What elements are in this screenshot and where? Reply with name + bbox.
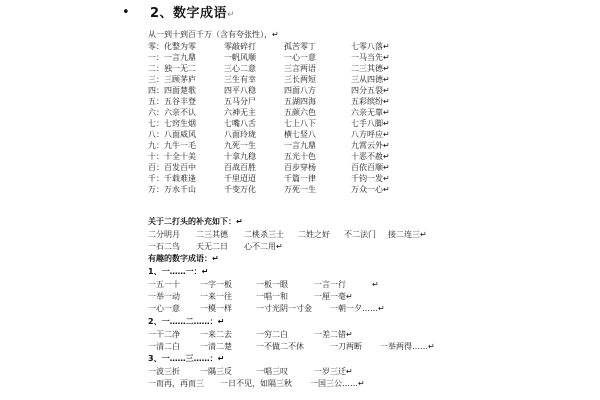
grid-cell: 三长两短 (284, 75, 316, 84)
idiom-item: 一朝一夕……↵ (330, 304, 385, 313)
idiom-item: 一波三折 (148, 367, 180, 376)
grid-cell: 四：四面楚歌 (148, 86, 196, 95)
grid-cell: 三生有幸 (224, 75, 256, 84)
grid-cell: 孤苦零丁 (284, 42, 316, 51)
pattern-2-line (148, 329, 448, 340)
section-heading (150, 2, 235, 21)
grid-cell: 一心一意 (284, 53, 316, 62)
idiom-item: 心不二用↵ (244, 242, 283, 251)
pattern-1-line (148, 291, 448, 302)
idiom-item: 一穷二白 (256, 330, 288, 339)
grid-cell: 五：五谷丰登 (148, 97, 196, 106)
grid-cell: 六亲无靠↵ (351, 108, 390, 117)
idiom-item: 一清二楚 (200, 342, 232, 351)
grid-cell: 十：十全十美 (148, 152, 196, 161)
grid-cell: 四平八稳 (224, 86, 256, 95)
idiom-item: 一来二去 (200, 330, 232, 339)
grid-cell: 三心二意 (224, 64, 256, 73)
grid-cell: 万死一生 (284, 185, 316, 194)
idiom-item: 二三其德 (196, 230, 228, 239)
idiom-item: 一五一十 (148, 280, 180, 289)
grid-cell: 二：独一无二 (148, 64, 196, 73)
idiom-item: 二分明月 (148, 230, 180, 239)
paragraph-mark: ↵ (227, 10, 236, 20)
idiom-item: 一言一行 (314, 280, 346, 289)
idiom-item: 一唱一和 (256, 292, 288, 301)
grid-cell: 一：一言九鼎 (148, 53, 196, 62)
grid-cell: 三从四德↵ (351, 75, 390, 84)
grid-cell: 千篇一律 (284, 174, 316, 183)
grid-cell: 三：三顾茅庐 (148, 75, 196, 84)
idiom-item: 一厘一毫↵ (314, 292, 353, 301)
idiom-item: 一差二错↵ (314, 330, 353, 339)
grid-cell: 四分五裂↵ (351, 86, 390, 95)
grid-cell: 五彩缤纷↵ (351, 97, 390, 106)
grid-cell: 千钧一发↵ (351, 174, 390, 183)
idiom-item: 二姓之好 (298, 230, 330, 239)
idiom-item: 不二法门 (344, 230, 376, 239)
grid-cell: 五光十色 (284, 152, 316, 161)
idiom-item: 一模一样 (200, 304, 232, 313)
grid-cell: 七：七窍生烟 (148, 119, 196, 128)
pattern-3-line (148, 378, 448, 389)
idiom-item: 一举两得……↵ (380, 342, 435, 351)
supplement-line-2 (148, 241, 448, 252)
grid-cell: 二三其德↵ (351, 64, 390, 73)
grid-cell: 七上八下 (284, 119, 316, 128)
grid-cell: 一言九鼎 (284, 141, 316, 150)
idiom-item: 一刀两断 (330, 342, 362, 351)
grid-cell: 千变万化 (224, 185, 256, 194)
grid-cell: 百：百发百中 (148, 163, 196, 172)
grid-cell: 七零八落↵ (351, 42, 390, 51)
grid-cell: 五颜六色 (284, 108, 316, 117)
idiom-item: 一国三公……↵ (310, 379, 365, 388)
grid-cell: 六神无主 (224, 108, 256, 117)
pattern-1-line (148, 303, 448, 314)
grid-cell: 百步穿杨 (284, 163, 316, 172)
pattern-1-title: 1、一……一：↵ (148, 267, 209, 276)
idiom-item: 一石二鸟 (148, 242, 180, 251)
idiom-item: ↵ (372, 280, 379, 289)
idiom-item: 一寸光阴一寸金 (256, 304, 312, 313)
intro-line: 从一到十到百千万（含有夸张性），↵ (148, 30, 279, 39)
idiom-item: 一隅三反 (200, 367, 232, 376)
idiom-item: 一举一动 (148, 292, 180, 301)
grid-cell: 五湖四海 (284, 97, 316, 106)
grid-cell: 横七竖八 (284, 130, 316, 139)
grid-cell: 千里迢迢 (224, 174, 256, 183)
grid-cell: 九死一生 (224, 141, 256, 150)
grid-cell: 十恶不赦↵ (351, 152, 390, 161)
idiom-item: 一日不见，如隔三秋 (220, 379, 292, 388)
pattern-1-line (148, 279, 448, 290)
grid-cell: 八面玲珑 (224, 130, 256, 139)
section-title: 2、数字成语 (150, 6, 228, 21)
idiom-item: 一心一意 (148, 304, 180, 313)
idiom-item: 接二连三↵ (388, 230, 427, 239)
idiom-item: 一岁三迁↵ (314, 367, 353, 376)
grid-cell: 七嘴八舌 (224, 119, 256, 128)
grid-cell: 千：千载难逢 (148, 174, 196, 183)
grid-cell: 三言两语 (284, 64, 316, 73)
grid-cell: 零：化整为零 (148, 42, 196, 51)
grid-cell: 七手八脚↵ (351, 119, 390, 128)
idiom-item: 一唱三叹 (256, 367, 288, 376)
grid-cell: 九霄云外↵ (351, 141, 390, 150)
grid-cell: 万：万水千山 (148, 185, 196, 194)
grid-cell: 八：八面威风 (148, 130, 196, 139)
supplement-line-1 (148, 229, 448, 240)
supplement-title: 关于二打头的补充如下：↵ (148, 217, 243, 226)
grid-cell: 十拿九稳 (224, 152, 256, 161)
grid-cell: 六：六亲不认 (148, 108, 196, 117)
grid-cell: 万众一心↵ (351, 185, 390, 194)
idiom-item: 二桃杀三士 (244, 230, 284, 239)
grid-cell: 百战百胜 (224, 163, 256, 172)
grid-cell: 九：九牛一毛 (148, 141, 196, 150)
idiom-item: 一来一往 (200, 292, 232, 301)
interesting-title: 有趣的数字成语：↵ (148, 254, 219, 263)
grid-cell: 五马分尸 (224, 97, 256, 106)
idiom-item: 一不做二不休 (256, 342, 304, 351)
idiom-item: 一清二白 (148, 342, 180, 351)
pattern-3-title: 3、一……三……：↵ (148, 354, 225, 363)
grid-cell: 一马当先↵ (351, 53, 390, 62)
idiom-item: 一字一板 (200, 280, 232, 289)
pattern-2-line (148, 341, 448, 352)
idiom-item: 天无二日 (196, 242, 228, 251)
pattern-2-title: 2、一……二……：↵ (148, 317, 225, 326)
idiom-item: 一而再，再而三 (148, 379, 204, 388)
grid-cell: 百依百顺↵ (351, 163, 390, 172)
idiom-item: 一干二净 (148, 330, 180, 339)
pattern-3-line (148, 366, 448, 377)
grid-cell: 一帆风顺 (224, 53, 256, 62)
grid-cell: 零敲碎打 (224, 42, 256, 51)
grid-cell: 四面八方 (284, 86, 316, 95)
grid-cell: 八方呼应↵ (351, 130, 390, 139)
list-bullet: • (122, 5, 130, 20)
idiom-item: 一板一眼 (256, 280, 288, 289)
